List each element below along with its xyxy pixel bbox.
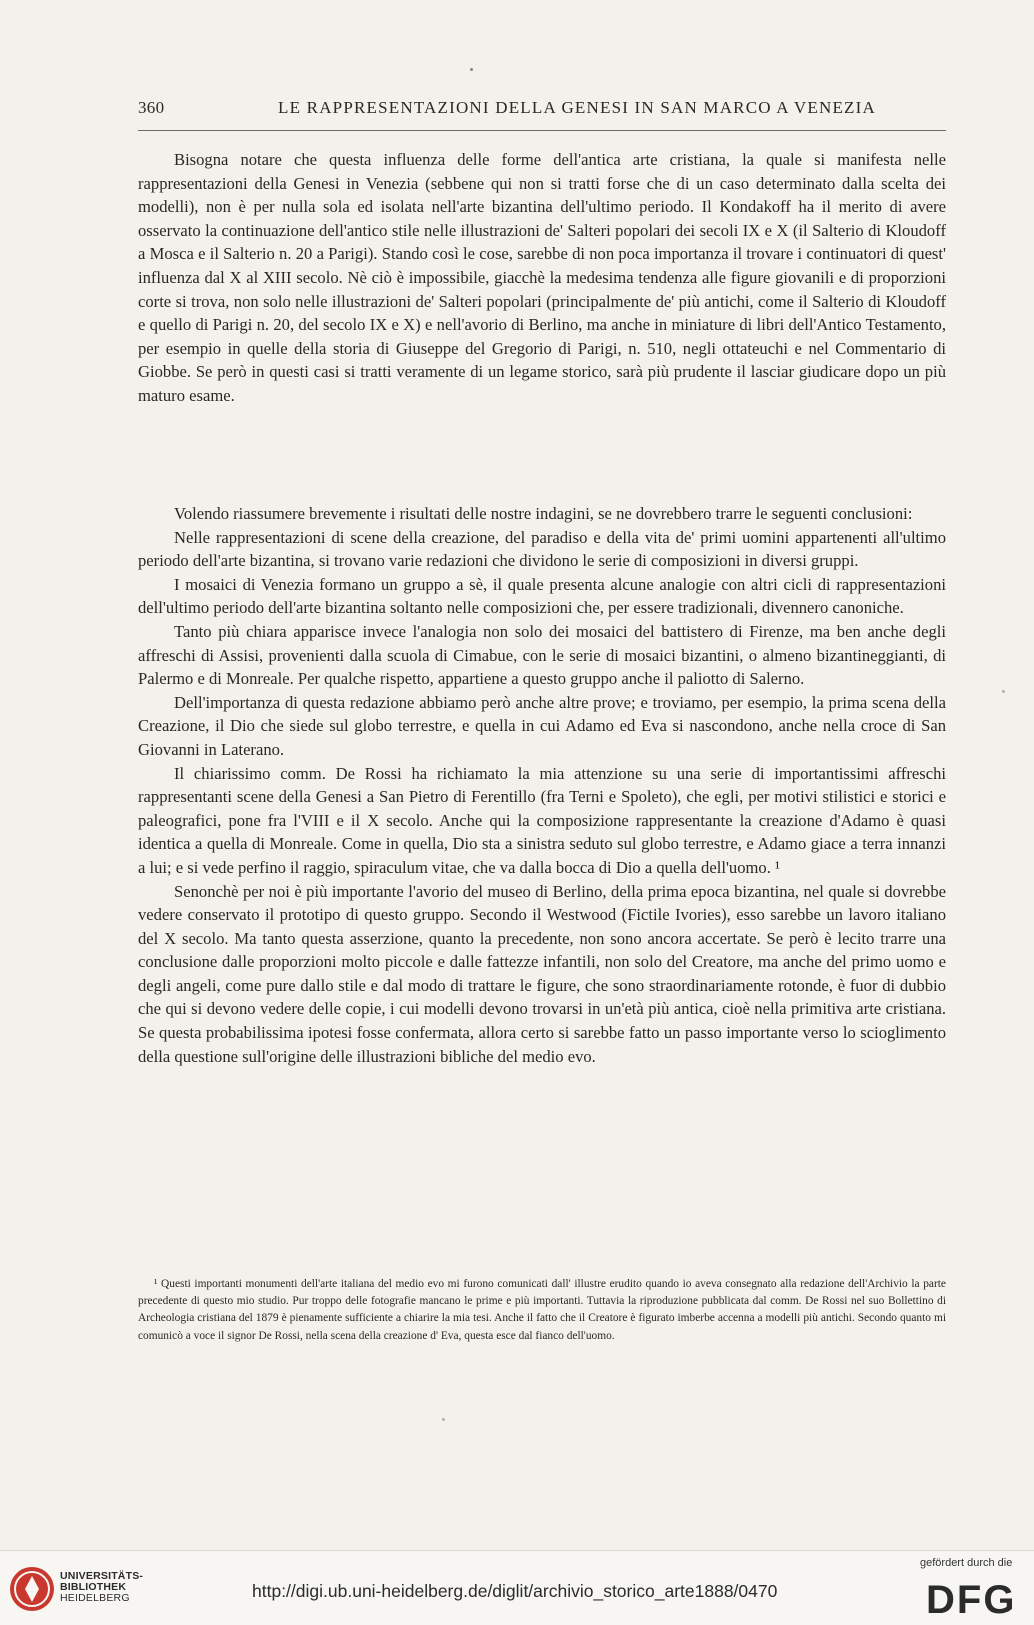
paragraph: Tanto più chiara apparisce invece l'analogia non solo dei mosaici del battistero di Firenze, ma ben anche degli affreschi di Assisi, provenienti dalla scuola di Cimabue, con le serie di mosaici bizantini, o almeno bizantineggianti, di Palermo e di Monreale. Per qualche rispetto, appartiene a questo gruppo anche il paliotto di Salerno. xyxy=(138,621,946,689)
paragraph: Senonchè per noi è più importante l'avorio del museo di Berlino, della prima epoca bizantina, nel quale si dovrebbe vedere conservato il prototipo di questo gruppo. Secondo il Westwood (Fictile Ivories), esso sarebbe un lavoro italiano del X secolo. Ma tanto questa asserzione, quanto la precedente, non sono ancora accertate. Se però è lecito trarre una conclusione dalle proporzioni molto piccole e dalle fattezze infantili, non solo del Creatore, ma anche del primo uomo e degli angeli, come pure dallo stile e dal modo di trattare le figure, che sono straordinariamente rotonde, è fuor di dubbio che qui si devono vedere delle copie, i cui modelli devono trovarsi in un'età più antica, cioè nella primitiva arte cristiana. Se questa probabilissima ipotesi fosse confermata, allora certo si sarebbe fatto un passo importante verso lo scioglimento della questione sull'origine delle illustrazioni bibliche del medio evo. xyxy=(138,881,946,1066)
footnote: ¹ Questi importanti monumenti dell'arte italiana del medio evo mi furono comunicati dall' illustre erudito quando io aveva consegnato alla redazione dell'Archivio la parte precedente di questo mio studio. Pur troppo delle fotografie mancano le prime e più importanti. Tuttavia la riproduzione pubblicata dal comm. De Rossi nel suo Bollettino di Archeologia cristiana del 1879 è pienamente sufficiente a chiarire la mia tesi. Anche il fatto che il Creatore è figurato imberbe accenna a modelli più antichi. Secondo quanto mi comunicò a voce il signor De Rossi, nella scena della creazione d' Eva, questa esce dal fianco dell'uomo. xyxy=(138,1278,946,1342)
svg-text:DFG: DFG xyxy=(926,1578,1017,1619)
text-block-1 xyxy=(138,148,946,408)
paragraph: Il chiarissimo comm. De Rossi ha richiamato la mia attenzione su una serie di importantissimi affreschi rappresentanti scene della Genesi a San Pietro di Ferentillo (fra Terni e Spoleto), che egli, per motivi stilistici e storici e paleografici, pone fra l'VIII e il X secolo. Anche qui la composizione rappresentante la creazione d'Adamo è quasi identica a quella di Monreale. Come in quella, Dio sta a sinistra seduto sul globo terrestre, e Adamo giace a terra innanzi a lui; e si vede perfino il raggio, spiraculum vitae, che va dalla bocca di Dio a quella dell'uomo. ¹ xyxy=(138,763,946,877)
paragraph: Volendo riassumere brevemente i risultati delle nostre indagini, se ne dovrebbero trarre le seguenti conclusioni: xyxy=(174,504,913,523)
text-block-2 xyxy=(138,502,946,1068)
viewer-footer xyxy=(0,1550,1034,1625)
library-name: UNIVERSITÄTS- BIBLIOTHEK HEIDELBERG xyxy=(60,1570,144,1604)
footnotes xyxy=(138,1276,946,1345)
funding-note: gefördert durch die xyxy=(920,1557,1013,1569)
source-url-link[interactable]: http://digi.ub.uni-heidelberg.de/diglit/archivio_storico_arte1888/0470 xyxy=(252,1581,778,1601)
page-number: 360 xyxy=(138,98,165,117)
university-seal-icon xyxy=(8,1565,56,1613)
paragraph: I mosaici di Venezia formano un gruppo a sè, il quale presenta alcune analogie con altri cicli di rappresentazioni dell'ultimo periodo dell'arte bizantina soltanto nelle composizioni che, per essere tradizionali, divennero canoniche. xyxy=(138,574,946,618)
page-header xyxy=(138,98,946,118)
scan-speck xyxy=(470,68,473,71)
paragraph: Dell'importanza di questa redazione abbiamo però anche altre prove; e troviamo, per esempio, la prima scena della Creazione, il Dio che siede sul globo terrestre, e quella in cui Adamo ed Eva si nascondono, anche nella croce di San Giovanni in Laterano. xyxy=(138,692,946,759)
running-title: LE RAPPRESENTAZIONI DELLA GENESI IN SAN MARCO A VENEZIA xyxy=(278,98,876,117)
scan-speck xyxy=(1002,690,1005,693)
header-rule xyxy=(138,130,946,131)
scan-speck xyxy=(442,1418,445,1421)
paragraph: Bisogna notare che questa influenza delle forme dell'antica arte cristiana, la quale si manifesta nelle rappresentazioni della Genesi in Venezia (sebbene qui non si tratti forse che di un caso determinato dalla scelta dei modelli), non è per nulla sola ed isolata nell'arte bizantina dell'ultimo periodo. Il Kondakoff ha il merito di avere osservato la continuazione dell'antico stile nelle illustrazioni de' Salteri popolari dei secoli IX e X (il Salterio di Kloudoff a Mosca e il Salterio n. 20 a Parigi). Stando così le cose, sarebbe di non poca importanza il trovare i continuatori di quest' influenza dal X al XIII secolo. Nè ciò è impossibile, giacchè la medesima tendenza alle figure giovanili e di proporzioni corte si trova, non solo nelle illustrazioni de' Salteri popolari (principalmente de' più antichi, come il Salterio di Kloudoff e quello di Parigi n. 20, del secolo IX e X) e nell'avorio di Berlino, ma anche in miniature di libri dell'Antico Testamento, per esempio in quelle della storia di Giuseppe del Gregorio di Parigi, n. 510, negli ottateuchi e nel Commentario di Giobbe. Se però in questi casi si tratti veramente di un legame storico, sarà più prudente il lasciar giudicare dopo un più maturo esame. xyxy=(138,150,946,405)
dfg-logo-icon xyxy=(924,1575,1026,1619)
paragraph: Nelle rappresentazioni di scene della creazione, del paradiso e della vita de' primi uomini appartenenti all'ultimo periodo dell'arte bizantina, si trovano varie redazioni che dividono le serie di composizioni in diversi gruppi. xyxy=(138,527,946,571)
